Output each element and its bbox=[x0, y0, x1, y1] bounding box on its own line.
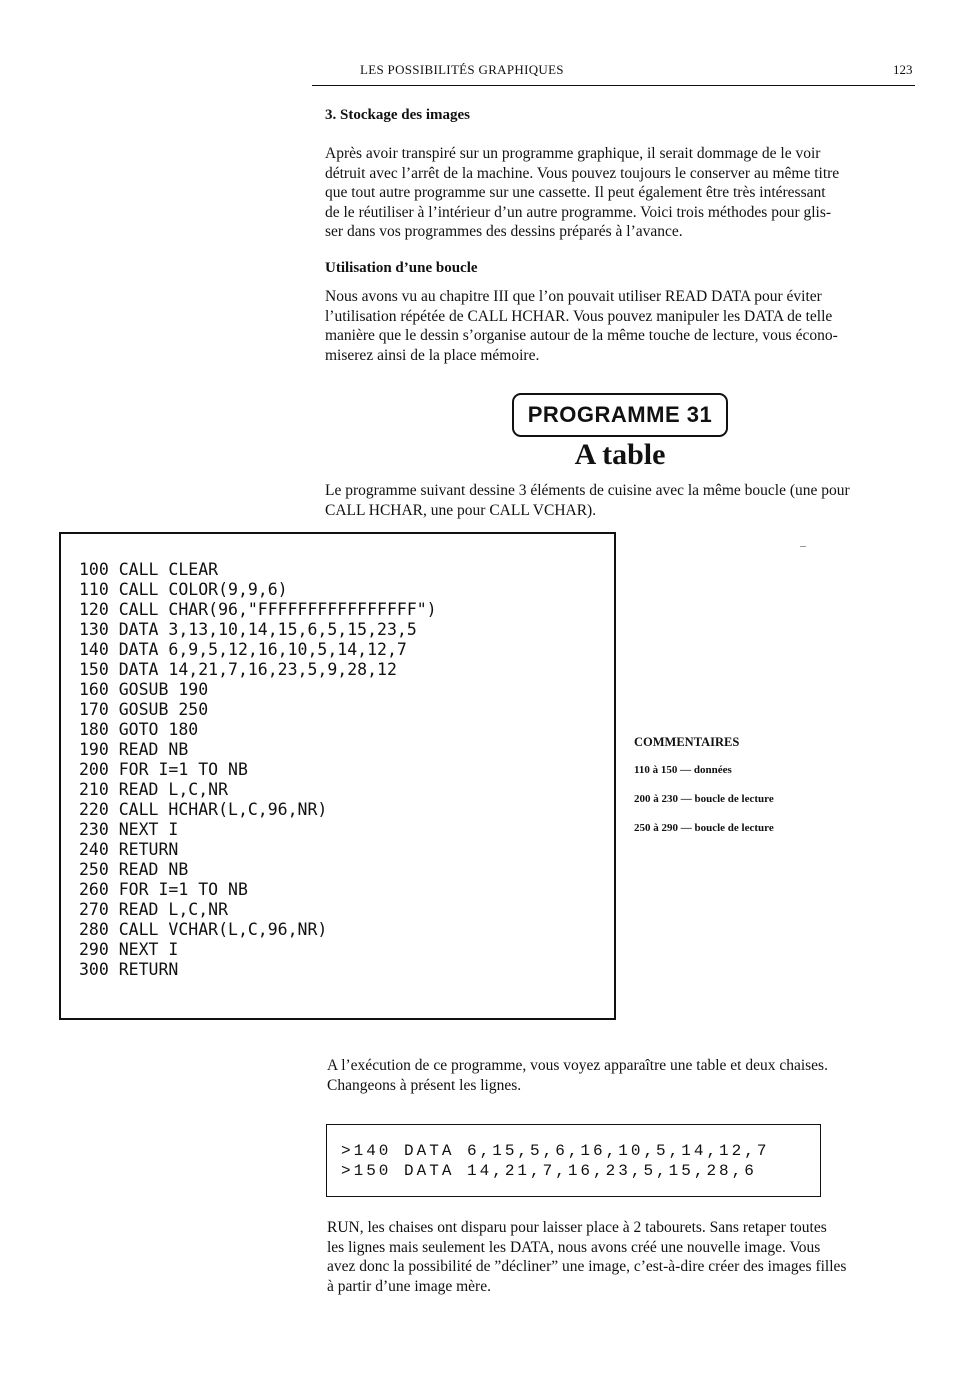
subsection-heading: Utilisation d’une boucle bbox=[325, 260, 478, 276]
code-line: 150 DATA 14,21,7,16,23,5,9,28,12 bbox=[79, 660, 397, 679]
program-title: A table bbox=[574, 438, 666, 471]
paragraph-line: Le programme suivant dessine 3 éléments de cuisine avec la même boucle (une pour bbox=[325, 482, 850, 499]
code-line: 120 CALL CHAR(96,"FFFFFFFFFFFFFFFF") bbox=[79, 600, 437, 619]
loop-paragraph bbox=[325, 287, 915, 365]
closing-paragraph bbox=[327, 1218, 917, 1296]
code-line: 140 DATA 6,9,5,12,16,10,5,14,12,7 bbox=[79, 640, 407, 659]
comment-item: 200 à 230 — boucle de lecture bbox=[634, 793, 774, 805]
modified-lines-box bbox=[326, 1124, 821, 1197]
code-line: 180 GOTO 180 bbox=[79, 720, 199, 739]
paragraph-line: l’utilisation répétée de CALL HCHAR. Vous pouvez manipuler les DATA de telle bbox=[325, 307, 833, 325]
code-line: 160 GOSUB 190 bbox=[79, 680, 209, 699]
comments-panel bbox=[634, 735, 774, 851]
running-header-title: LES POSSIBILITÉS GRAPHIQUES bbox=[360, 62, 564, 77]
page-number: 123 bbox=[893, 62, 913, 77]
code-line: 220 CALL HCHAR(L,C,96,NR) bbox=[79, 800, 328, 819]
code-line: 300 RETURN bbox=[79, 960, 179, 979]
paragraph-line: Changeons à présent les lignes. bbox=[327, 1076, 522, 1094]
paragraph-line: les lignes mais seulement les DATA, nous avons créé une nouvelle image. Vous bbox=[327, 1238, 821, 1256]
code-line: 250 READ NB bbox=[79, 860, 189, 879]
modified-listing bbox=[341, 1141, 769, 1181]
code-line: 240 RETURN bbox=[79, 840, 179, 859]
stray-mark bbox=[800, 546, 806, 547]
code-line: 280 CALL VCHAR(L,C,96,NR) bbox=[79, 920, 328, 939]
paragraph-line: que tout autre programme sur une cassette. Il peut également être très intéressant bbox=[325, 184, 826, 201]
code-line: 290 NEXT I bbox=[79, 940, 179, 959]
program-listing bbox=[79, 560, 437, 980]
paragraph-line: avez donc la possibilité de ”décliner” une image, c’est-à-dire créer des images filles bbox=[327, 1258, 847, 1275]
comment-item: 110 à 150 — données bbox=[634, 764, 732, 776]
comments-title: COMMENTAIRES bbox=[634, 735, 740, 749]
code-line: 190 READ NB bbox=[79, 740, 189, 759]
program-description bbox=[325, 481, 915, 520]
program-listing-box bbox=[59, 532, 616, 1020]
execution-paragraph bbox=[327, 1056, 917, 1095]
code-line: 130 DATA 3,13,10,14,15,6,5,15,23,5 bbox=[79, 620, 417, 639]
code-line: 110 CALL COLOR(9,9,6) bbox=[79, 580, 288, 599]
paragraph-line: de le réutiliser à l’intérieur d’un autre programme. Voici trois méthodes pour glis- bbox=[325, 203, 832, 221]
header-rule bbox=[312, 85, 915, 86]
code-line: 260 FOR I=1 TO NB bbox=[79, 880, 248, 899]
code-line: 100 CALL CLEAR bbox=[79, 560, 219, 579]
paragraph-line: miserez ainsi de la place mémoire. bbox=[325, 346, 540, 364]
code-line: >140 DATA 6,15,5,6,16,10,5,14,12,7 bbox=[341, 1142, 770, 1160]
intro-paragraph bbox=[325, 144, 915, 242]
paragraph-line: ser dans vos programmes des dessins préparés à l’avance. bbox=[325, 223, 683, 240]
paragraph-line: détruit avec l’arrêt de la machine. Vous pouvez toujours le conserver au même titre bbox=[325, 164, 840, 182]
code-line: 200 FOR I=1 TO NB bbox=[79, 760, 248, 779]
code-line: 170 GOSUB 250 bbox=[79, 700, 209, 719]
paragraph-line: A l’exécution de ce programme, vous voyez apparaître une table et deux chaises. bbox=[327, 1057, 828, 1074]
paragraph-line: Nous avons vu au chapitre III que l’on pouvait utiliser READ DATA pour éviter bbox=[325, 288, 822, 305]
paragraph-line: Après avoir transpiré sur un programme graphique, il serait dommage de le voir bbox=[325, 145, 821, 162]
paragraph-line: RUN, les chaises ont disparu pour laisser place à 2 tabourets. Sans retaper toutes bbox=[327, 1219, 827, 1236]
code-line: >150 DATA 14,21,7,16,23,5,15,28,6 bbox=[341, 1162, 757, 1180]
code-line: 270 READ L,C,NR bbox=[79, 900, 229, 919]
section-heading: 3. Stockage des images bbox=[325, 107, 470, 123]
paragraph-line: manière que le dessin s’organise autour de la même touche de lecture, vous écono- bbox=[325, 327, 838, 344]
paragraph-line: CALL HCHAR, une pour CALL VCHAR). bbox=[325, 501, 597, 519]
program-label-badge: PROGRAMME 31 bbox=[512, 393, 728, 437]
comment-item: 250 à 290 — boucle de lecture bbox=[634, 822, 774, 834]
code-line: 210 READ L,C,NR bbox=[79, 780, 229, 799]
paragraph-line: à partir d’une image mère. bbox=[327, 1277, 491, 1295]
code-line: 230 NEXT I bbox=[79, 820, 179, 839]
